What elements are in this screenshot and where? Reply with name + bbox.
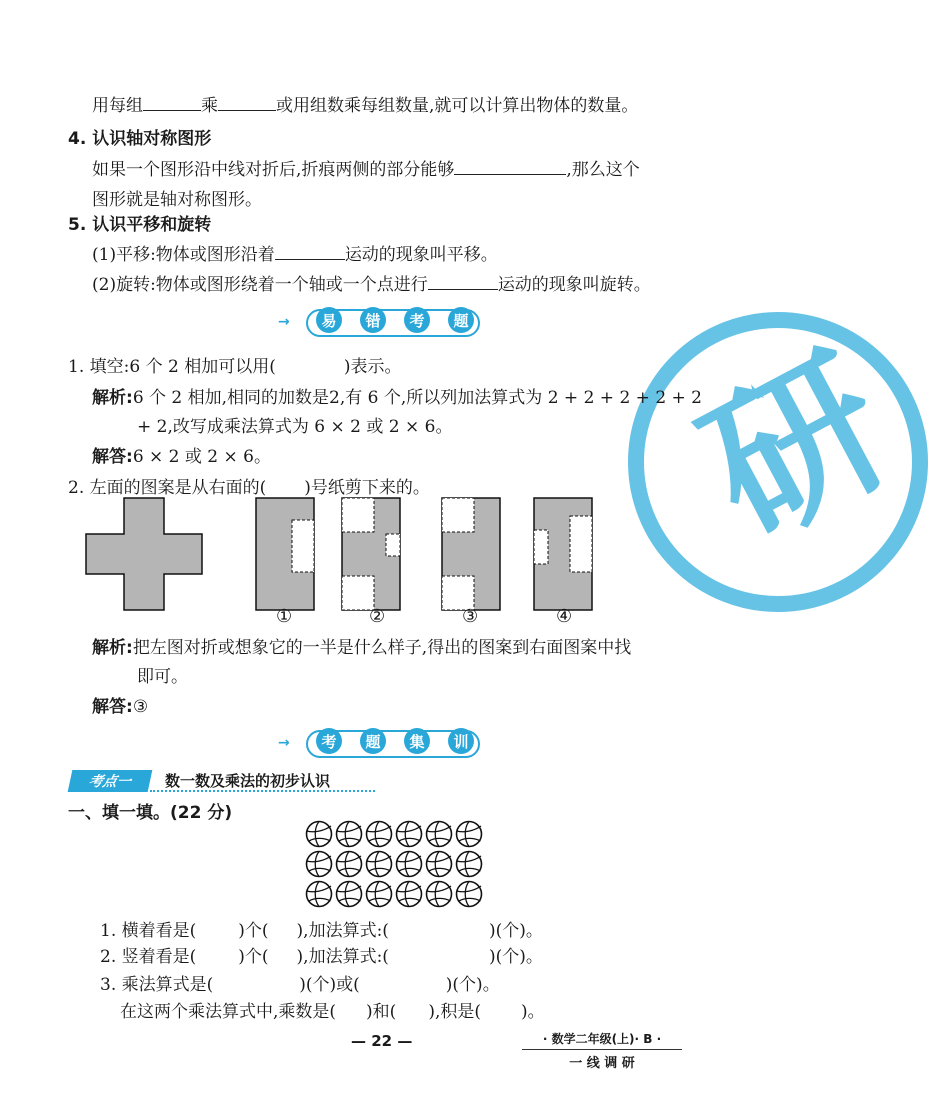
banner-char: 易 xyxy=(316,307,342,333)
volleyball-icon xyxy=(455,850,483,878)
page-number: — 22 — xyxy=(351,1032,413,1050)
section-fill-in: 一、填一填。(22 分) xyxy=(68,803,233,823)
volleyball-icon xyxy=(395,880,423,908)
volleyball-icon xyxy=(305,820,333,848)
volleyball-icon xyxy=(365,850,393,878)
book-title: · 数学二年级(上)· B · xyxy=(522,1030,682,1050)
option-3-paper xyxy=(442,498,500,610)
banner-common-mistakes: → 易 错 考 题 xyxy=(278,307,488,337)
fill-item-3-detail: 在这两个乘法算式中,乘数是( )和( ),积是( )。 xyxy=(120,1002,545,1022)
banner-char: 集 xyxy=(404,728,430,754)
option-4-paper xyxy=(534,498,592,610)
banner-char: 错 xyxy=(360,307,386,333)
volleyball-icon xyxy=(425,850,453,878)
volleyball-icon xyxy=(365,820,393,848)
fill-item-1: 1. 横着看是( )个( ),加法算式:( )(个)。 xyxy=(100,921,543,941)
banner-char: 考 xyxy=(316,728,342,754)
line-symmetry-definition: 如果一个图形沿中线对折后,折痕两侧的部分能够 ,那么这个 xyxy=(92,160,640,180)
option-label-4: ④ xyxy=(556,606,573,627)
volleyball-grid xyxy=(305,820,495,910)
volleyball-icon xyxy=(335,850,363,878)
option-label-2: ② xyxy=(369,606,386,627)
fill-item-3: 3. 乘法算式是( )(个)或( )(个)。 xyxy=(100,975,500,995)
option-label-3: ③ xyxy=(462,606,479,627)
q2-answer: 解答:③ xyxy=(92,697,149,717)
svg-text:研: 研 xyxy=(675,321,919,576)
option-label-1: ① xyxy=(276,606,293,627)
option-2-paper xyxy=(342,498,400,610)
banner-exam-training: → 考 题 集 训 xyxy=(278,728,488,758)
question-1: 1. 填空:6 个 2 相加可以用( )表示。 xyxy=(68,357,402,377)
brand-name: 一 线 调 研 xyxy=(569,1056,635,1071)
line-rotation: (2)旋转:物体或图形绕着一个轴或一个点进行 运动的现象叫旋转。 xyxy=(92,275,651,295)
volleyball-icon xyxy=(305,850,333,878)
option-1-paper xyxy=(256,498,314,610)
volleyball-icon xyxy=(335,820,363,848)
kaodian-title: 数一数及乘法的初步认识 xyxy=(165,772,331,790)
volleyball-icon xyxy=(365,880,393,908)
q1-analysis-cont: + 2,改写成乘法算式为 6 × 2 或 2 × 6。 xyxy=(137,417,453,437)
fill-item-2: 2. 竖着看是( )个( ),加法算式:( )(个)。 xyxy=(100,947,543,967)
volleyball-icon xyxy=(395,850,423,878)
q1-analysis: 解析:6 个 2 相加,相同的加数是2,有 6 个,所以列加法算式为 2 + 2 + 2 + 2 + 2 xyxy=(92,388,702,408)
book-label xyxy=(522,1030,682,1071)
banner-char: 题 xyxy=(448,307,474,333)
q1-answer: 解答:6 × 2 或 2 × 6。 xyxy=(92,447,271,467)
heading-axis-symmetry: 4. 认识轴对称图形 xyxy=(68,129,212,149)
kaodian-tag: 考点一 xyxy=(68,770,153,792)
q2-analysis: 解析:把左图对折或想象它的一半是什么样子,得出的图案到右面图案中找 xyxy=(92,638,632,658)
volleyball-icon xyxy=(455,820,483,848)
volleyball-icon xyxy=(395,820,423,848)
volleyball-icon xyxy=(305,880,333,908)
line-multiply-summary: 用每组 乘 或用组数乘每组数量,就可以计算出物体的数量。 xyxy=(92,96,639,116)
q2-analysis-cont: 即可。 xyxy=(137,667,188,687)
volleyball-icon xyxy=(335,880,363,908)
cross-shape xyxy=(86,498,202,610)
banner-char: 题 xyxy=(360,728,386,754)
line-translation: (1)平移:物体或图形沿着 运动的现象叫平移。 xyxy=(92,245,498,265)
line-symmetry-definition-end: 图形就是轴对称图形。 xyxy=(92,190,262,210)
volleyball-icon xyxy=(425,820,453,848)
banner-char: 训 xyxy=(448,728,474,754)
heading-translation-rotation: 5. 认识平移和旋转 xyxy=(68,215,212,235)
yan-stamp-watermark xyxy=(628,312,928,612)
banner-char: 考 xyxy=(404,307,430,333)
q2-figures xyxy=(84,496,604,626)
volleyball-icon xyxy=(455,880,483,908)
question-2: 2. 左面的图案是从右面的( )号纸剪下来的。 xyxy=(68,478,430,498)
volleyball-icon xyxy=(425,880,453,908)
